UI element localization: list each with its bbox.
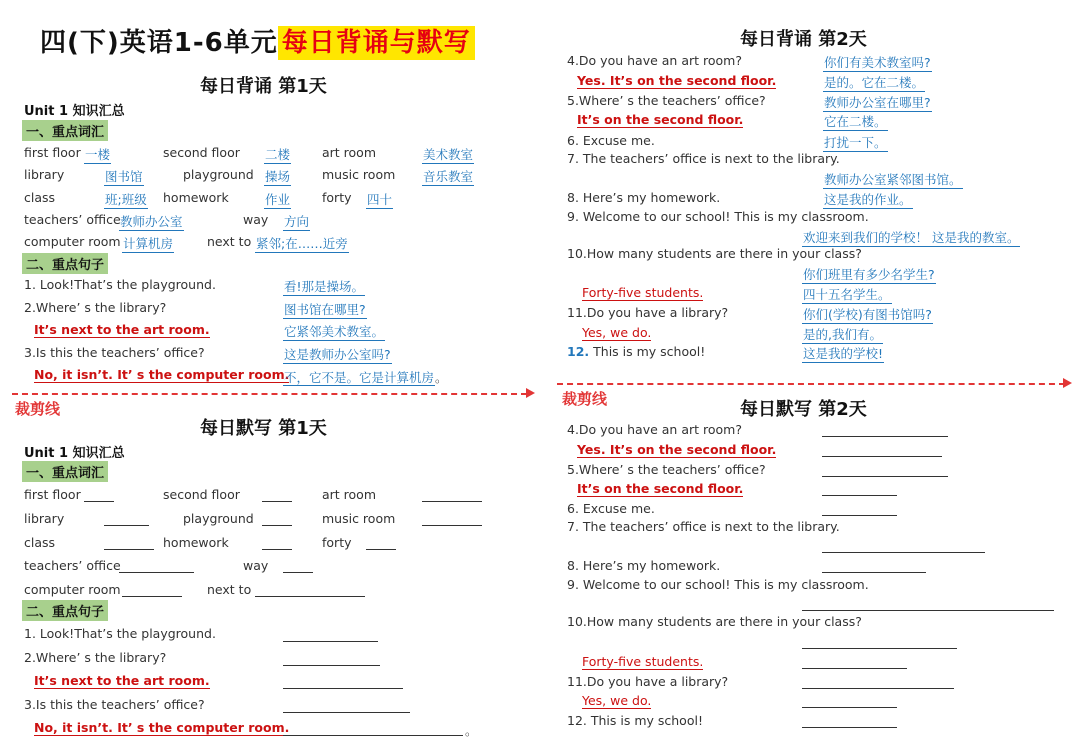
sentence-cn: 看!那是操场。 (284, 279, 365, 294)
item-en: 6. Excuse me. (567, 133, 655, 148)
sentence-answer: It’s next to the art room. (34, 322, 210, 337)
recite-day2-title: 每日背诵 第2天 (740, 29, 867, 50)
vocab-en: homework (163, 190, 229, 205)
answer-blank[interactable] (283, 572, 313, 573)
sentence-cn: 不，它不是。它是计算机房 (284, 370, 435, 385)
dictation-item: 12. This is my school! (567, 713, 703, 728)
title-main: 四(下)英语1-6单元 (40, 28, 278, 58)
vocab-en: playground (183, 167, 254, 182)
sentence-en: 3.Is this the teachers’ office? (24, 345, 205, 360)
answer-blank[interactable] (802, 688, 954, 689)
vocab-en: music room (322, 167, 396, 182)
item-en: 8. Here’s my homework. (567, 190, 721, 205)
dictation-vocab: playground (183, 511, 254, 526)
answer-blank[interactable] (802, 668, 907, 669)
item-answer: Yes, we do. (582, 325, 652, 340)
answer-blank[interactable] (802, 610, 1054, 611)
vocab-cn: 二楼 (265, 147, 291, 162)
sentence-tail: 。 (435, 370, 448, 385)
title-highlight: 每日背诵与默写 (278, 26, 475, 60)
dictation-item: 10.How many students are there in your class? (567, 614, 862, 629)
sentence-cn: 这是教师办公室吗? (284, 347, 391, 362)
cut-label: 裁剪线 (562, 390, 608, 408)
arrow-right-icon (1063, 378, 1072, 388)
vocab-cn: 班;班级 (105, 192, 147, 207)
recite-day1-unit: Unit 1 知识汇总 (24, 104, 125, 119)
item-en: 5.Where’ s the teachers’ office? (567, 93, 766, 108)
sentence-cn: 它紧邻美术教室。 (284, 324, 385, 339)
dictation-answer: Yes, we do. (582, 693, 652, 708)
answer-blank[interactable] (104, 549, 154, 550)
answer-blank[interactable] (119, 572, 194, 573)
answer-blank[interactable] (802, 727, 897, 728)
vocab-cn: 图书馆 (105, 169, 143, 184)
answer-blank[interactable] (84, 501, 114, 502)
recite-day1-title: 每日背诵 第1天 (200, 76, 327, 97)
answer-blank[interactable] (422, 501, 482, 502)
item-cn: 教师办公室在哪里? (824, 95, 931, 110)
vocab-cn: 紧邻;在……近旁 (256, 236, 348, 251)
answer-blank[interactable] (822, 552, 985, 553)
dictation-day1-sentence-tag: 二、重点句子 (22, 600, 108, 621)
item-en: 7. The teachers’ office is next to the library. (567, 151, 840, 166)
page-title (40, 22, 475, 59)
item-answer: It’s on the second floor. (577, 112, 744, 127)
arrow-right-icon (526, 388, 535, 398)
vocab-en: library (24, 167, 65, 182)
answer-blank[interactable] (802, 648, 957, 649)
answer-blank[interactable] (283, 688, 403, 689)
dictation-vocab: library (24, 511, 65, 526)
answer-blank[interactable] (262, 549, 292, 550)
answer-blank[interactable] (104, 525, 149, 526)
item-cn: 打扰一下。 (824, 135, 887, 150)
dictation-answer: It’s on the second floor. (577, 481, 744, 496)
item-answer: Forty-five students. (582, 285, 704, 300)
dictation-day2-title: 每日默写 第2天 (740, 399, 867, 420)
answer-blank[interactable] (822, 456, 942, 457)
item-en-wrap (567, 344, 705, 359)
item-answer: Yes. It’s on the second floor. (577, 73, 777, 88)
answer-blank[interactable] (283, 641, 378, 642)
dictation-item: 7. The teachers’ office is next to the library. (567, 519, 840, 534)
sentence-en: 1. Look!That’s the playground. (24, 277, 216, 292)
vocab-cn: 方向 (284, 214, 310, 229)
vocab-en: forty (322, 190, 352, 205)
dictation-vocab: forty (322, 535, 352, 550)
vocab-cn: 操场 (265, 169, 291, 184)
dictation-sentence: 1. Look!That’s the playground. (24, 626, 216, 641)
dictation-vocab: music room (322, 511, 396, 526)
item-en: 4.Do you have an art room? (567, 53, 742, 68)
item-cn: 这是我的作业。 (824, 192, 912, 207)
dictation-sentence: 2.Where’ s the library? (24, 650, 167, 665)
cut-line (12, 393, 527, 395)
answer-blank[interactable] (802, 707, 897, 708)
dictation-vocab: art room (322, 487, 377, 502)
answer-blank[interactable] (255, 596, 365, 597)
answer-blank[interactable] (822, 476, 948, 477)
dictation-day1-title: 每日默写 第1天 (200, 418, 327, 439)
vocab-cn: 四十 (367, 192, 393, 207)
answer-blank[interactable] (283, 665, 380, 666)
sentence-cn: 图书馆在哪里? (284, 302, 366, 317)
item-en: 11.Do you have a library? (567, 305, 729, 320)
dictation-vocab: homework (163, 535, 229, 550)
sentence-tail: 。 (465, 723, 478, 738)
dictation-day1-unit: Unit 1 知识汇总 (24, 446, 125, 461)
cut-line (557, 383, 1065, 385)
recite-day1-sentence-tag: 二、重点句子 (22, 253, 108, 274)
dictation-item: 11.Do you have a library? (567, 674, 729, 689)
item-cn: 你们(学校)有图书馆吗? (803, 307, 932, 322)
vocab-cn: 一楼 (85, 147, 111, 162)
vocab-en: second floor (163, 145, 240, 160)
vocab-en: teachers’ office (24, 212, 121, 227)
item-cn: 教师办公室紧邻图书馆。 (824, 172, 962, 187)
vocab-en: first floor (24, 145, 81, 160)
dictation-vocab: second floor (163, 487, 240, 502)
vocab-en: art room (322, 145, 377, 160)
item-cn: 它在二楼。 (824, 114, 887, 129)
item-en: This is my school! (593, 344, 706, 359)
answer-blank[interactable] (262, 501, 292, 502)
vocab-cn: 计算机房 (123, 236, 174, 251)
answer-blank[interactable] (822, 495, 897, 496)
dictation-answer: It’s next to the art room. (34, 673, 210, 688)
item-cn: 四十五名学生。 (803, 287, 891, 302)
dictation-answer: Forty-five students. (582, 654, 704, 669)
cut-label: 裁剪线 (15, 400, 61, 418)
dictation-vocab: next to (207, 582, 252, 597)
vocab-cn: 美术教室 (423, 147, 474, 162)
right-page (545, 0, 1074, 744)
dictation-answer: No, it isn’t. It’ s the computer room. (34, 720, 290, 735)
dictation-day1-vocab-tag: 一、重点词汇 (22, 461, 108, 482)
dictation-item: 6. Excuse me. (567, 501, 655, 516)
item-cn: 你们有美术教室吗? (824, 55, 931, 70)
item-cn: 是的,我们有。 (803, 327, 882, 342)
item-number: 12. (567, 344, 590, 359)
item-en: 10.How many students are there in your class? (567, 246, 862, 261)
dictation-item: 5.Where’ s the teachers’ office? (567, 462, 766, 477)
dictation-answer: Yes. It’s on the second floor. (577, 442, 777, 457)
dictation-vocab: way (243, 558, 269, 573)
dictation-sentence: 3.Is this the teachers’ office? (24, 697, 205, 712)
dictation-item: 9. Welcome to our school! This is my classroom. (567, 577, 869, 592)
answer-blank[interactable] (122, 596, 182, 597)
answer-blank[interactable] (262, 525, 292, 526)
vocab-cn: 教师办公室 (120, 214, 183, 229)
dictation-item: 8. Here’s my homework. (567, 558, 721, 573)
dictation-item: 4.Do you have an art room? (567, 422, 742, 437)
dictation-vocab: class (24, 535, 56, 550)
sentence-answer: No, it isn’t. It’ s the computer room. (34, 367, 290, 382)
sentence-en: 2.Where’ s the library? (24, 300, 167, 315)
sentence-cn-wrap (283, 367, 448, 386)
vocab-en: next to (207, 234, 252, 249)
answer-blank[interactable] (422, 525, 482, 526)
dictation-vocab: computer room (24, 582, 121, 597)
answer-blank[interactable] (822, 572, 926, 573)
item-cn: 你们班里有多少名学生? (803, 267, 935, 282)
vocab-en: class (24, 190, 56, 205)
vocab-en: computer room (24, 234, 121, 249)
vocab-en: way (243, 212, 269, 227)
vocab-cn: 作业 (265, 192, 291, 207)
answer-blank[interactable] (822, 436, 948, 437)
item-cn: 是的。它在二楼。 (824, 75, 925, 90)
answer-blank[interactable] (283, 735, 463, 736)
recite-day1-vocab-tag: 一、重点词汇 (22, 120, 108, 141)
dictation-vocab: first floor (24, 487, 81, 502)
answer-blank[interactable] (822, 515, 897, 516)
item-en: 9. Welcome to our school! This is my classroom. (567, 209, 869, 224)
item-cn: 这是我的学校! (803, 346, 884, 361)
vocab-cn: 音乐教室 (423, 169, 474, 184)
dictation-vocab: teachers’ office (24, 558, 121, 573)
answer-blank[interactable] (366, 549, 396, 550)
answer-blank[interactable] (283, 712, 410, 713)
item-cn: 欢迎来到我们的学校！ 这是我的教室。 (803, 230, 1020, 245)
